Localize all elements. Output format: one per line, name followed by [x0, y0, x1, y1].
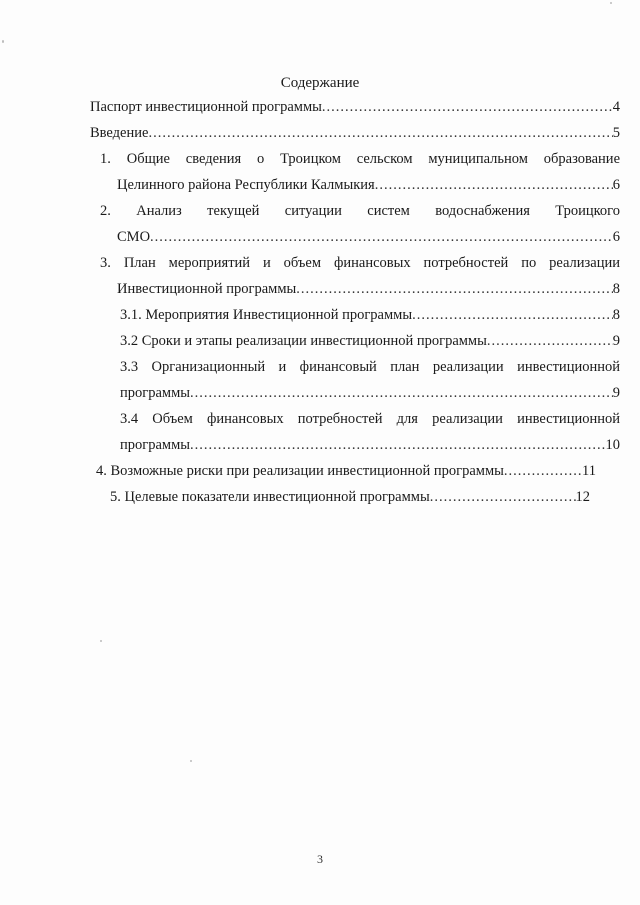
toc-entry-text: 3.4 Объем финансовых потребностей для реализации инвестиционной [120, 411, 620, 427]
toc-entry-section-3-3 [90, 354, 620, 406]
toc-entry-intro [90, 120, 620, 146]
toc-entry-text: Анализ текущей ситуации систем водоснабжения Троицкого [136, 203, 621, 219]
dot-leader [412, 302, 613, 328]
toc-entry-text-cont: программы [120, 437, 190, 453]
toc-page-number: 8 [612, 307, 620, 323]
toc-entry-number: 3. [100, 255, 111, 271]
dot-leader [296, 276, 613, 302]
dot-leader [190, 432, 606, 458]
toc-entry-section-3-4 [90, 406, 620, 458]
toc-entry-text-cont: Инвестиционной программы [117, 281, 297, 297]
scan-speck [100, 640, 102, 642]
toc-entry-text: Общие сведения о Троицком сельском муниципальном образование [126, 151, 621, 167]
toc-page-number: 12 [575, 489, 590, 505]
toc-entry-text: Паспорт инвестиционной программы [90, 99, 322, 115]
scan-speck [610, 2, 612, 4]
toc-entry-text: 4. Возможные риски при реализации инвестиционной программы [96, 463, 504, 479]
toc-entry-section-5 [90, 484, 590, 510]
toc-entry-section-1 [90, 146, 620, 198]
scan-speck [2, 40, 4, 43]
toc-page-number: 4 [612, 99, 620, 115]
toc-entry-number: 2. [100, 203, 111, 219]
scan-speck [190, 760, 192, 762]
toc-entry-text: 3.2 Сроки и этапы реализации инвестиционной программы [120, 333, 487, 349]
toc-page-number: 11 [582, 463, 596, 479]
toc-entry-text: 3.3 Организационный и финансовый план реализации инвестиционной [120, 359, 620, 375]
dot-leader [430, 484, 576, 510]
toc-entry-section-3-2 [90, 328, 620, 354]
toc-entry-text: 3.1. Мероприятия Инвестиционной программы [120, 307, 413, 323]
toc-entry-text-cont: Целинного района Республики Калмыкия [117, 177, 375, 193]
page-number: 3 [317, 852, 323, 866]
toc-page-number: 9 [612, 333, 620, 349]
toc-page-number: 10 [605, 437, 620, 453]
toc-page-number: 9 [612, 385, 620, 401]
dot-leader [487, 328, 613, 354]
toc-entry-text: План мероприятий и объем финансовых потребностей по реализации [123, 255, 620, 271]
dot-leader [150, 224, 613, 250]
toc-title: Содержание [280, 75, 360, 91]
toc-entry-text-cont: программы [120, 385, 190, 401]
table-of-contents [90, 94, 620, 510]
dot-leader [504, 458, 582, 484]
toc-entry-section-3 [90, 250, 620, 302]
toc-entry-text: Введение [90, 125, 149, 141]
dot-leader [375, 172, 613, 198]
toc-entry-number: 1. [100, 151, 111, 167]
toc-entry-section-4 [90, 458, 596, 484]
toc-page-number: 5 [612, 125, 620, 141]
toc-entry-section-3-1 [90, 302, 620, 328]
toc-page-number: 6 [612, 177, 620, 193]
dot-leader [148, 120, 612, 146]
toc-page-number: 8 [612, 281, 620, 297]
toc-entry-text-cont: СМО [117, 229, 151, 245]
toc-entry-section-2 [90, 198, 620, 250]
toc-entry-text: 5. Целевые показатели инвестиционной программы [110, 489, 430, 505]
toc-entry-passport [90, 94, 620, 120]
dot-leader [190, 380, 613, 406]
toc-page-number: 6 [612, 229, 620, 245]
dot-leader [322, 94, 613, 120]
